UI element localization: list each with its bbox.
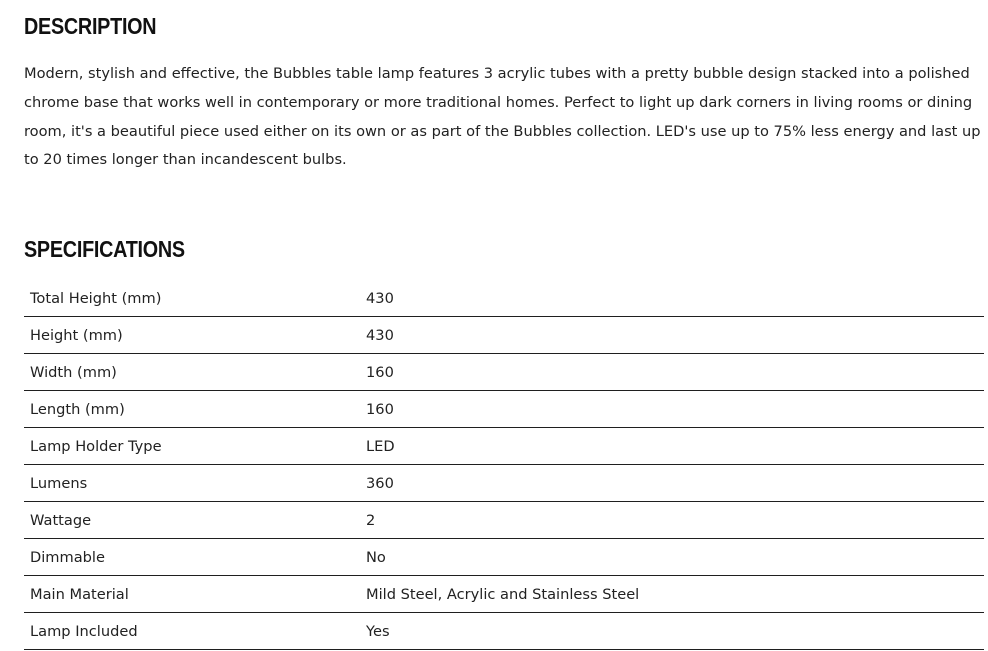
spec-label: Length (mm) [24, 391, 366, 428]
spec-row-lamp-holder-type [24, 428, 984, 465]
spec-label: Lumens [24, 465, 366, 502]
spec-label: Wattage [24, 502, 366, 539]
spec-row-lumens [24, 465, 984, 502]
spec-label: Dimmable [24, 539, 366, 576]
description-heading: DESCRIPTION [24, 13, 157, 39]
spec-value: No [366, 539, 984, 576]
description-text: Modern, stylish and effective, the Bubbles table lamp features 3 acrylic tubes with a pretty bubble design stacked into a polished chrome base that works well in contemporary or more traditional homes. Perfect to light up dark corners in living rooms or dining room, it's a beautiful piece used either on its own or as part of the Bubbles collection. LED's use up to 75% less energy and last up to 20 times longer than incandescent bulbs. [24, 65, 981, 169]
spec-value: Mild Steel, Acrylic and Stainless Steel [366, 576, 984, 613]
spec-value: Yes [366, 613, 984, 650]
spec-row-length [24, 391, 984, 428]
spec-row-width [24, 354, 984, 391]
spec-value: LED [366, 428, 984, 465]
specifications-heading: SPECIFICATIONS [24, 236, 185, 262]
spec-value: 360 [366, 465, 984, 502]
spec-label: Lamp Included [24, 613, 366, 650]
spec-row-lamp-included [24, 613, 984, 650]
spec-label: Height (mm) [24, 317, 366, 354]
spec-value: 160 [366, 391, 984, 428]
spec-label: Lamp Holder Type [24, 428, 366, 465]
spec-label: Main Material [24, 576, 366, 613]
spec-label: Width (mm) [24, 354, 366, 391]
spec-row-main-material [24, 576, 984, 613]
spec-value: 2 [366, 502, 984, 539]
spec-row-height [24, 317, 984, 354]
spec-row-dimmable [24, 539, 984, 576]
spec-value: 430 [366, 317, 984, 354]
spec-value: 160 [366, 354, 984, 391]
spec-label: Total Height (mm) [24, 280, 366, 317]
spec-row-total-height [24, 280, 984, 317]
spec-value: 430 [366, 280, 984, 317]
spec-row-wattage [24, 502, 984, 539]
specifications-table [24, 280, 984, 650]
